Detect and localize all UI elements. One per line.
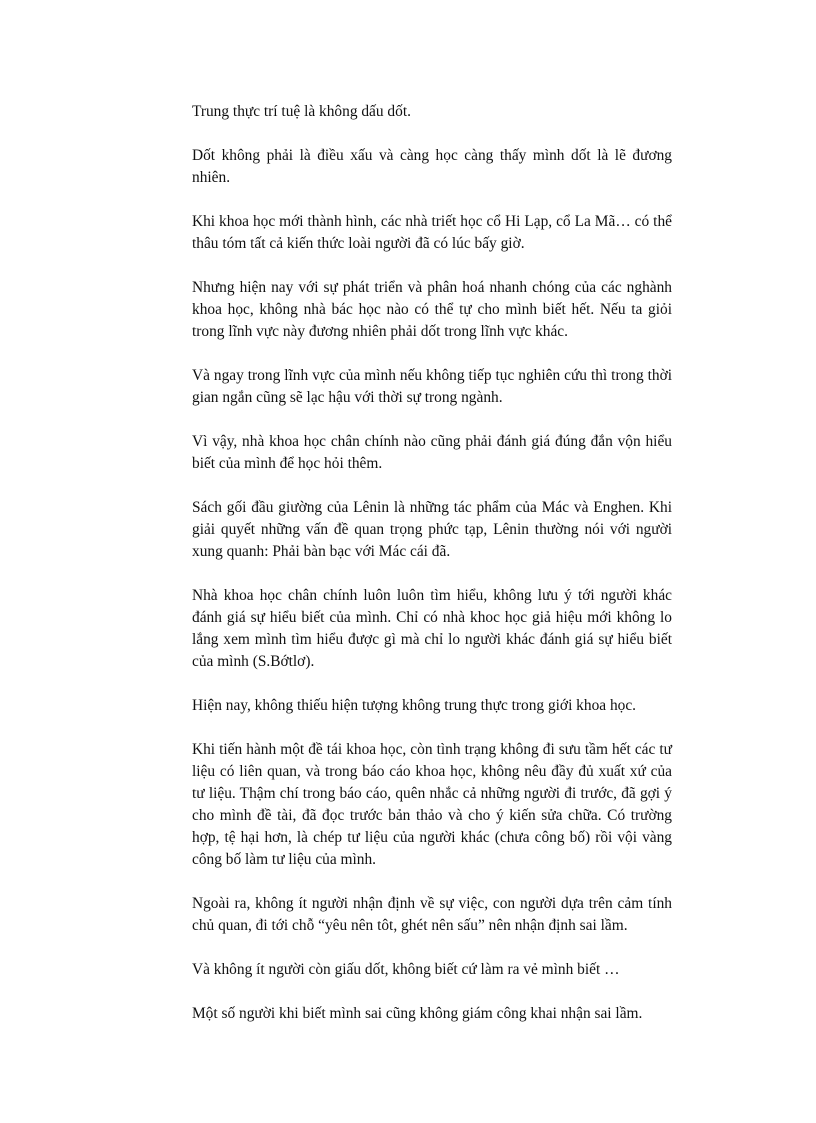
paragraph: Một số người khi biết mình sai cũng không giám công khai nhận sai lầm. <box>192 1005 643 1022</box>
paragraph: Sách gối đầu giường của Lênin là những tác phẩm của Mác và Enghen. Khi giải quyết những vấn đề quan trọng phức tạp, Lênin thường nói với người xung quanh: Phải bàn bạc với Mác cái đã. <box>192 499 672 560</box>
document-body <box>192 101 672 1047</box>
paragraph: Khi khoa học mới thành hình, các nhà triết học cổ Hi Lạp, cổ La Mã… có thể thâu tóm tất cả kiến thức loài người đã có lúc bấy giờ. <box>192 213 672 252</box>
paragraph: Và ngay trong lĩnh vực của mình nếu không tiếp tục nghiên cứu thì trong thời gian ngắn cũng sẽ lạc hậu với thời sự trong ngành. <box>192 367 672 406</box>
paragraph: Vì vậy, nhà khoa học chân chính nào cũng phải đánh giá đúng đắn vộn hiểu biết của mình để học hỏi thêm. <box>192 433 672 472</box>
paragraph: Khi tiến hành một đề tái khoa học, còn tình trạng không đi sưu tầm hết các tư liệu có liên quan, và trong báo cáo khoa học, không nêu đầy đủ xuất xứ của tư liệu. Thậm chí trong báo cáo, quên nhắc cả những người đi trước, đã gợi ý cho mình đề tài, đã đọc trước bản thảo và cho ý kiến sửa chữa. Có trường hợp, tệ hại hơn, là chép tư liệu của người khác (chưa công bố) rồi vội vàng công bố làm tư liệu của mình. <box>192 741 672 868</box>
paragraph: Trung thực trí tuệ là không dấu dốt. <box>192 103 411 120</box>
paragraph: Hiện nay, không thiếu hiện tượng không trung thực trong giới khoa học. <box>192 697 637 714</box>
paragraph: Nhưng hiện nay với sự phát triển và phân hoá nhanh chóng của các nghành khoa học, không nhà bác học nào có thể tự cho mình biết hết. Nếu ta giỏi trong lĩnh vực này đương nhiên phải dốt trong lĩnh vực khác. <box>192 279 672 340</box>
paragraph: Nhà khoa học chân chính luôn luôn tìm hiểu, không lưu ý tới người khác đánh giá sự hiểu biết của mình. Chỉ có nhà khoc học giả hiệu mới không lo lắng xem mình tìm hiểu được gì mà chỉ lo người khác đánh giá sự hiểu biết của mình (S.Bớtlơ). <box>192 587 672 670</box>
paragraph: Và không ít người còn giấu dốt, không biết cứ làm ra vẻ mình biết … <box>192 961 620 978</box>
paragraph: Dốt không phải là điều xấu và càng học càng thấy mình dốt là lẽ đương nhiên. <box>192 147 672 186</box>
paragraph: Ngoài ra, không ít người nhận định về sự việc, con người dựa trên cảm tính chủ quan, đi tới chỗ “yêu nên tôt, ghét nên sấu” nên nhận định sai lầm. <box>192 895 672 934</box>
